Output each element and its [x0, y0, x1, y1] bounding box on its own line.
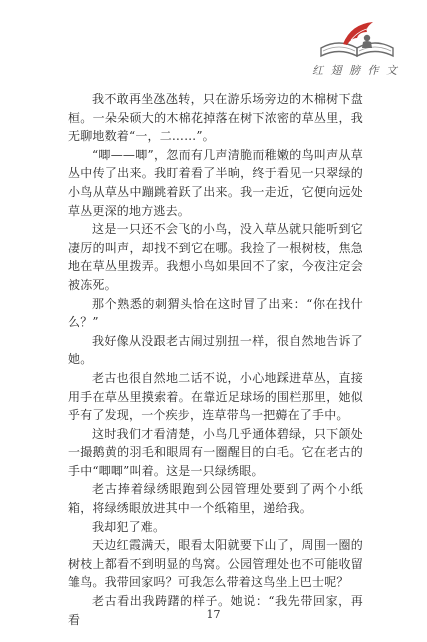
header-logo: [281, 18, 401, 82]
paragraph: 这时我们才看清楚，小鸟几乎通体碧绿，只下颌处一撮鹅黄的羽毛和眼周有一圈醒目的白毛。它在老古的手中“唧唧”叫着。这是一只绿绣眼。: [68, 426, 363, 478]
paragraph: 我好像从没跟老古闹过别扭一样，很自然地告诉了她。: [68, 333, 363, 367]
paragraph: 老古看出我踌躇的样子。她说：“我先带回家，再看: [68, 594, 363, 627]
paragraph: 这是一只还不会飞的小鸟，没入草丛就只能听到它凄厉的叫声，却找不到它在哪。我捡了一根树枝，焦急地在草丛里拨弄。我想小鸟如果回不了家，今夜注定会被冻死。: [68, 222, 363, 292]
paragraph: 我却犯了难。: [92, 519, 166, 534]
paragraph: 天边红霞满天，眼看太阳就要下山了，周围一圈的树枝上都看不到明显的鸟窝。公园管理处也不可能收留雏鸟。我带回家吗？可我怎么带着这鸟坐上巴士呢？: [68, 538, 363, 590]
page-number: 17: [206, 608, 221, 621]
paragraph: 老古也很自然地二话不说，小心地踩进草丛，直接用手在草丛里摸索着。在靠近足球场的围栏那里，她似乎有了发现，一个疾步，连草带鸟一把薅在了手中。: [68, 370, 363, 423]
book-wing-icon: [281, 18, 401, 64]
paragraph: 我不敢再坐氹氹转，只在游乐场旁边的木棉树下盘桓。一朵朵硕大的木棉花掉落在树下浓密的草丛里，我无聊地数着“一，二……”。: [68, 92, 363, 144]
logo-text: 红 翅 膀 作 文: [312, 64, 399, 77]
paragraph: 那个熟悉的刺猬头恰在这时冒了出来：“你在找什么？”: [68, 296, 363, 330]
paragraph: 老古捧着绿绣眼跑到公园管理处要到了两个小纸箱，将绿绣眼放进其中一个纸箱里，递给我。: [68, 482, 363, 516]
paragraph: “唧——唧”，忽而有几声清脆而稚嫩的鸟叫声从草丛中传了出来。我盯着看了半晌，终于看见一只翠绿的小鸟从草丛中蹦跳着跃了出来。我一走近，它便向远处草丛更深的地方逃去。: [68, 147, 363, 218]
body-text: [68, 90, 363, 629]
